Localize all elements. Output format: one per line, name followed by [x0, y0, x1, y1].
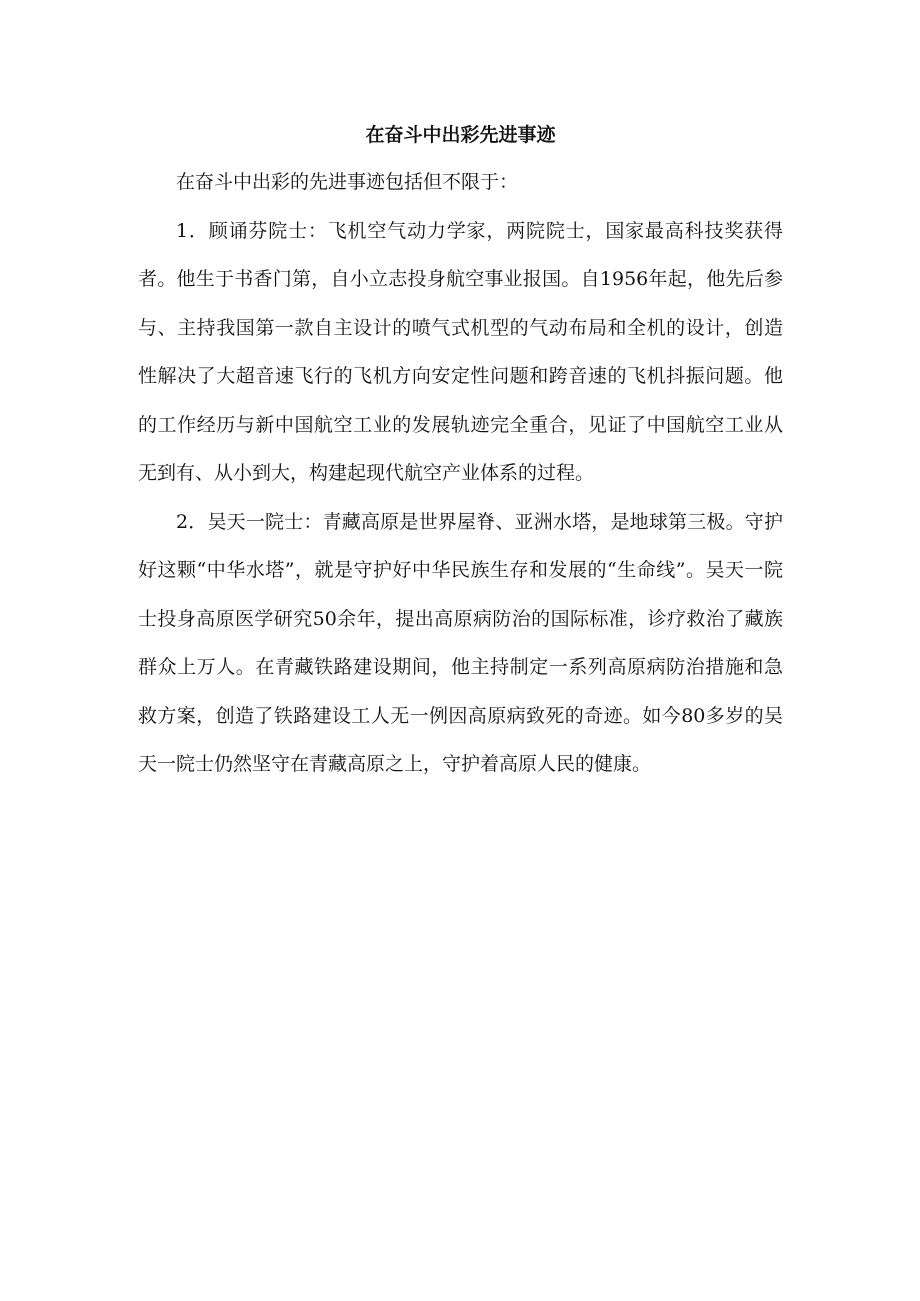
intro-paragraph: 在奋斗中出彩的先进事迹包括但不限于： [176, 171, 519, 193]
document-title: 在奋斗中出彩先进事迹 [365, 124, 556, 146]
document-page [138, 118, 783, 789]
paragraph-wu-tianyi: 2．吴天一院士：青藏高原是世界屋脊、亚洲水塔，是地球第三极。守护好这颗“中华水塔”，就是守护好中华民族生存和发展的“生命线”。吴天一院士投身高原医学研究50余年，提出高原病防治的国际标准，诊疗救治了藏族群众上万人。在青藏铁路建设期间，他主持制定一系列高原病防治措施和急救方案，创造了铁路建设工人无一例因高原病致死的奇迹。如今80多岁的吴天一院士仍然坚守在青藏高原之上，守护着高原人民的健康。 [138, 510, 783, 775]
paragraph-gu-songfen: 1．顾诵芬院士：飞机空气动力学家，两院院士，国家最高科技奖获得者。他生于书香门第，自小立志投身航空事业报国。自1956年起，他先后参与、主持我国第一款自主设计的喷气式机型的气动布局和全机的设计，创造性解决了大超音速飞行的飞机方向安定性问题和跨音速的飞机抖振问题。他的工作经历与新中国航空工业的发展轨迹完全重合，见证了中国航空工业从无到有、从小到大，构建起现代航空产业体系的过程。 [138, 219, 783, 484]
